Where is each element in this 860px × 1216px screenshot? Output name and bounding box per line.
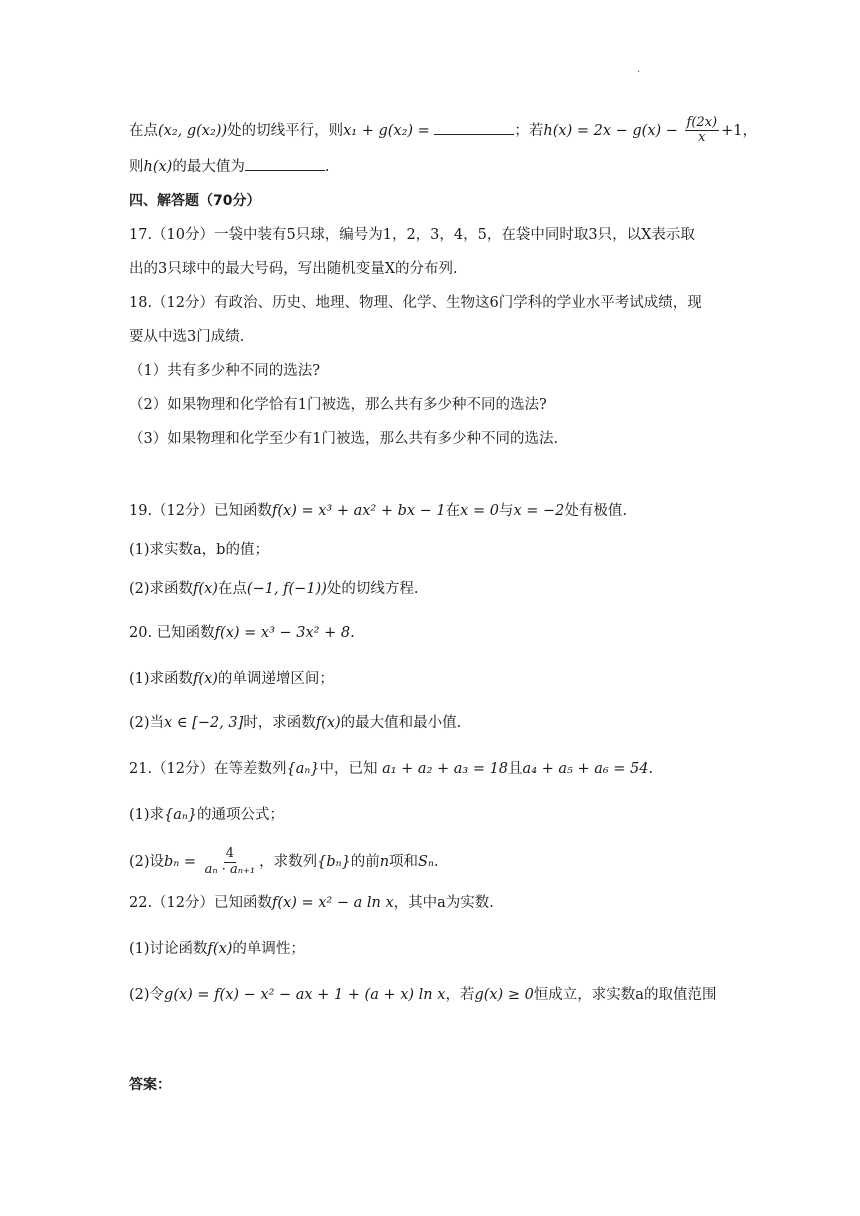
answer-blank-2[interactable] (245, 156, 325, 171)
q21-part-2: (2)设bₙ = $\frac{4}{\text{aₙ · aₙ₊₁}}$ ，求数列{bₙ}的前n项和Sₙ. (129, 846, 439, 877)
q18-line-2: 要从中选3门成绩. (129, 329, 245, 345)
fraction-f2x-over-x: $\frac{f(2x)}{x}$ (686, 115, 718, 146)
q21-stem: 21.（12分）在等差数列{aₙ}中，已知 a₁ + a₂ + a₃ = 18且a₄ + a₅ + a₆ = 54. (129, 761, 654, 777)
q18-part-1: （1）共有多少种不同的选法? (129, 363, 320, 379)
q18-line-1: 18.（12分）有政治、历史、地理、物理、化学、生物这6门学科的学业水平考试成绩，现 (129, 295, 702, 311)
q16-line-2: 则h(x)的最大值为 . (129, 156, 739, 178)
q20-part-1: (1)求函数f(x)的单调递增区间； (129, 671, 334, 687)
header-mark: . (637, 64, 641, 75)
q18-part-2: （2）如果物理和化学恰有1门被选，那么共有多少种不同的选法? (129, 397, 547, 413)
q20-stem: 20. 已知函数f(x) = x³ − 3x² + 8. (129, 625, 355, 641)
q18-part-3: （3）如果物理和化学至少有1门被选，那么共有多少种不同的选法. (129, 431, 559, 447)
q22-part-1: (1)讨论函数f(x)的单调性； (129, 941, 305, 957)
fraction-4-over-anan1: $\frac{4}{\text{aₙ · aₙ₊₁}}$ (204, 846, 256, 877)
q19-part-1: (1)求实数a，b的值； (129, 542, 269, 558)
q17-line-2: 出的3只球中的最大号码，写出随机变量X的分布列. (129, 261, 458, 277)
q17-line-1: 17.（10分）一袋中装有5只球，编号为1，2，3，4，5，在袋中同时取3只，以X表示取 (129, 227, 695, 243)
q19-stem: 19.（12分）已知函数f(x) = x³ + ax² + bx − 1在x = 0与x = −2处有极值. (129, 503, 627, 519)
q20-part-2: (2)当x ∈ [−2, 3]时，求函数f(x)的最大值和最小值. (129, 715, 462, 731)
q22-stem: 22.（12分）已知函数f(x) = x² − a ln x，其中a为实数. (129, 895, 494, 911)
answer-label: 答案： (129, 1077, 171, 1093)
section-heading: 四、解答题（70分） (129, 193, 261, 209)
answer-blank-1[interactable] (434, 120, 514, 135)
q16-expr: x₁ + g(x₂) = (343, 122, 430, 139)
q19-part-2: (2)求函数f(x)在点(−1, f(−1))处的切线方程. (129, 581, 419, 597)
q16-line-1: 在点(x₂, g(x₂))处的切线平行，则x₁ + g(x₂) = ；若h(x) = 2x − g(x) − $\frac{f(2x)}{x}$ +1， (129, 115, 757, 146)
q22-part-2: (2)令g(x) = f(x) − x² − ax + 1 + (a + x) ln x，若g(x) ≥ 0恒成立，求实数a的取值范围 (129, 987, 717, 1003)
q21-part-1: (1)求{aₙ}的通项公式； (129, 807, 285, 823)
tangent-point: (x₂, g(x₂)) (158, 122, 228, 139)
